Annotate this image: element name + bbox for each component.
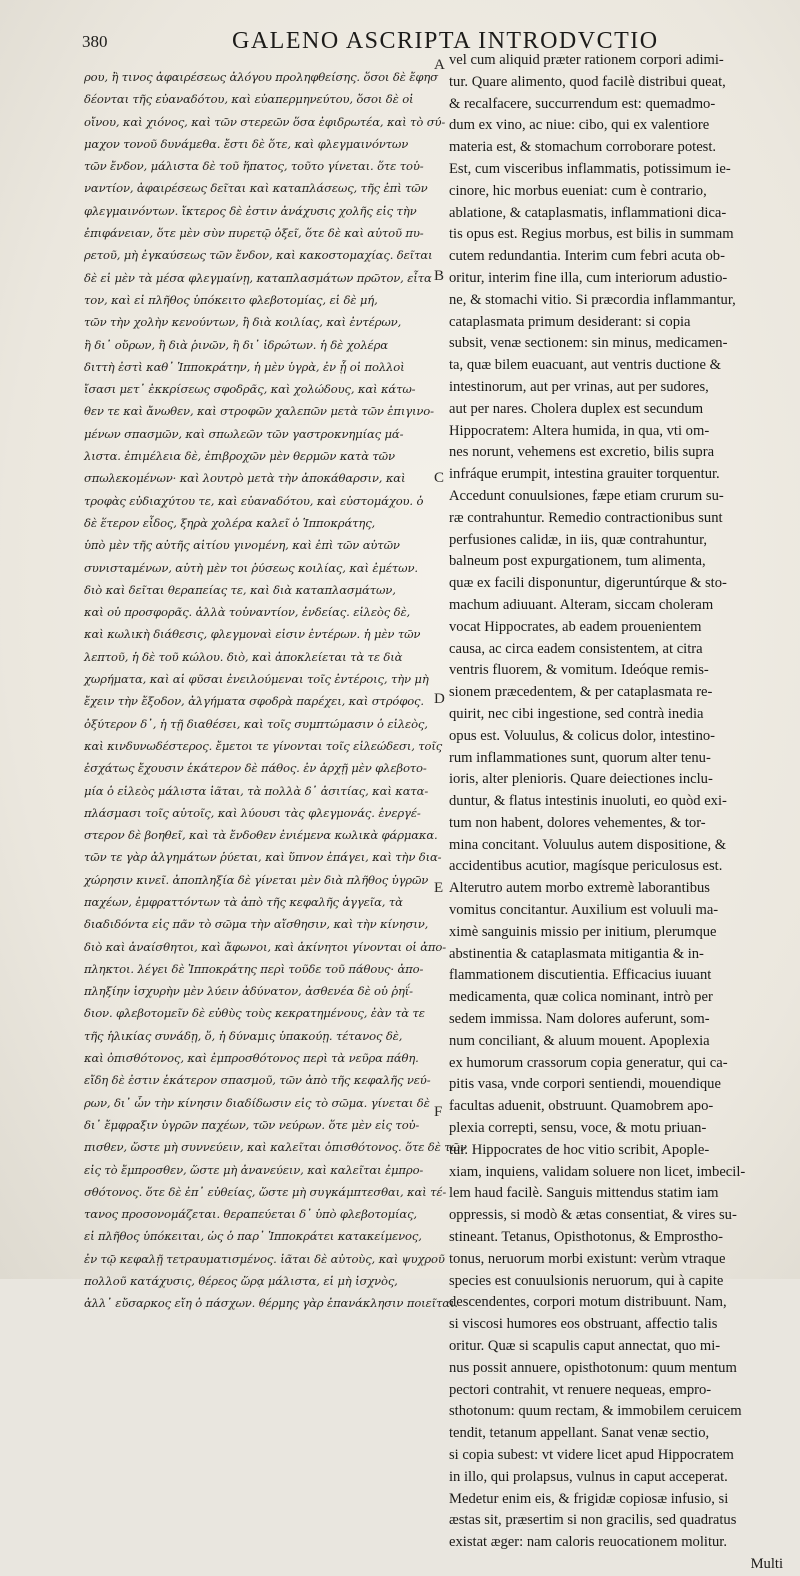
latin-text-line: oritur, interim fine illa, cum interiorum adustio- [449,269,728,286]
greek-text-line: χώρησιν κινεῖ. ἀποπληξία δὲ γίνεται μὲν διὰ πλῆθος ὑγρῶν [84,872,429,887]
greek-text-line: θεν τε καὶ ἄνωθεν, καὶ στροφῶν χαλεπῶν μετὰ τῶν ἐπιγινο- [84,404,434,419]
latin-text-line: tur. Quare alimento, quod facilè distribui queat, [449,73,726,90]
latin-text-line: tendit, tetanum appellant. Sanat venæ sectio, [449,1425,710,1442]
greek-text-line: σπωλεκομένων· καὶ λουτρὸ μετὰ τὴν ἀποκάθαρσιν, καὶ [84,471,406,486]
latin-text-line: opus est. Voluulus, & colicus dolor, intestino- [449,727,716,744]
greek-text-line: χωρήματα, καὶ αἱ φῦσαι ἐνειλούμεναι τοῖς ἐντέροις, τὴν μὴ [84,672,429,687]
latin-text-line: species est conuulsionis neruorum, qui à capite [449,1272,724,1289]
greek-text-line: μένων σπασμῶν, καὶ σπωλεῶν τῶν γαστροκνημίας μά- [84,426,404,441]
latin-text-line: vocat Hippocrates, ab eadem prouenientem [449,618,702,635]
latin-text-line: pectori contrahit, vt renuere nequeas, empro- [449,1381,712,1398]
margin-letter-f: F [434,1104,443,1120]
latin-text-line: plexia correpti, sensu, voce, & motu priuan- [449,1120,707,1137]
greek-text-line: δὲ εἰ μὲν τὰ μέσα φλεγμαίνῃ, καταπλασμάτων πρῶτον, εἶτα [84,270,432,285]
latin-text-line: causa, ac circa eadem consistentem, at citra [449,640,703,657]
latin-text-line: abstinentia & cataplasmata mitigantia & in- [449,945,704,962]
latin-text-line: quirit, nec cibi ingestione, sed contrà inedia [449,705,704,722]
greek-text-line: πλάσμασι τοῖς αὐτοῖς, καὶ λύουσι τὰς φλεγμονάς. ἐνεργέ- [84,805,421,820]
latin-text-line: facultas aduenit, obstruunt. Quamobrem apo- [449,1098,714,1115]
margin-letter-c: C [434,470,445,486]
latin-text-line: ræ contrahuntur. Remedio contractionibus sunt [449,509,723,526]
latin-text-line: ta, quæ bilem euacuant, aut ventris ductione & [449,357,721,374]
latin-text-line: in illo, qui prolapsus, vulnus in caput acceperat. [449,1468,728,1485]
greek-text-line: διὸ καὶ ἀναίσθητοι, καὶ ἄφωνοι, καὶ ἀκίνητοι γίνονται οἱ ἀπο- [84,939,446,954]
greek-text-line: ἴσασι μετ᾽ ἐκκρίσεως σφοδρᾶς, καὶ χολώδους, καὶ κάτω- [84,382,416,397]
greek-text-line: τῶν ἔνδον, μάλιστα δὲ τοῦ ἥπατος, τοῦτο γίνεται. ὅτε τοὐ- [84,159,424,174]
greek-text-line: παχέων, ἐμφραττόντων τὰ ἀπὸ τῆς κεφαλῆς ἀγγεῖα, τὰ [84,894,403,909]
greek-text-line: λεπτοῦ, ἡ δὲ τοῦ κώλου. διὸ, καὶ ἀποκλείεται τὰ τε διὰ [84,649,403,664]
greek-text-line: διον. φλεβοτομεῖν δὲ εὐθὺς τοὺς κεκρατημένους, ἐὰν τὰ τε [84,1006,425,1021]
greek-text-line: διττὴ ἐστὶ καθ᾽ Ἱπποκράτην, ἡ μὲν ὑγρὰ, ἐν ᾗ οἱ πολλοὶ [84,359,405,374]
latin-text-line: tonus, neruorum morbi existunt: verùm vtraque [449,1250,726,1267]
greek-text-line: πληκτοι. λέγει δὲ Ἱπποκράτης περὶ τοῦδε τοῦ πάθους· ἀπο- [84,961,424,976]
greek-text-line: τῶν τὴν χολὴν κενούντων, ἢ διὰ κοιλίας, καὶ ἐντέρων, [84,315,402,330]
latin-text-line: machum adiuuant. Alteram, siccam choleram [449,596,714,613]
greek-text-line: φλεγμαινόντων. ἴκτερος δὲ ἐστιν ἀνάχυσις χολῆς εἰς τὴν [84,203,417,218]
greek-text-line: τροφὰς εὐδιαχύτου τε, καὶ εὐαναδότου, καὶ εὐστομάχου. ὁ [84,493,424,508]
latin-text-line: ioris, alter plenioris. Quare deiectiones inclu- [449,771,713,788]
greek-text-line: καὶ ὀπισθότονος, καὶ ἐμπροσθότονος περὶ τὰ νεῦρα πάθη. [84,1051,419,1066]
latin-text-line: dum ex vino, ac niue: cibo, qui ex valentiore [449,117,710,134]
greek-text-line: ὑπὸ μὲν τῆς αὐτῆς αἰτίου γινομένη, καὶ ἐπὶ τῶν αὐτῶν [84,538,400,553]
page-number: 380 [82,32,108,51]
margin-letter-b: B [434,268,445,284]
latin-text-line: oritur. Quæ si scapulis caput annectat, quo mi- [449,1338,721,1355]
latin-text-line: Est, cum visceribus inflammatis, potissimum ie- [449,160,731,177]
greek-text-line: διαδιδόντα εἰς πᾶν τὸ σῶμα τὴν αἴσθησιν, καὶ τὴν κίνησιν, [84,917,429,932]
latin-text-line: aut per nares. Cholera duplex est secundum [449,400,704,417]
latin-text-line: ximè sanguinis missio per initium, plerumque [449,923,717,940]
greek-text-line: ρετοῦ, μὴ ἐγκαύσεως τῶν ἔνδον, καὶ κακοστομαχίας. δεῖται [84,248,433,263]
latin-text-line: pitis vasa, vnde corpori sentiendi, mouendique [449,1076,721,1093]
latin-text-line: oppressis, si modò & ætas consentiat, & vires su- [449,1207,737,1224]
greek-text-line: μαχον τονοῦ δυνάμεθα. ἔστι δὲ ὅτε, καὶ φλεγμαινόντων [84,136,409,151]
latin-text-line: xiam, inquiens, validam soluere non licet, imbecil- [449,1163,746,1180]
latin-text-line: nus possit annuere, opisthotonum: quum mentum [449,1359,737,1376]
latin-text-line: Hippocratem: Altera humida, in qua, vti om- [449,422,710,439]
greek-text-line: ἢ δι᾽ οὔρων, ἢ διὰ ῥινῶν, ἢ δι᾽ ἱδρώτων. ἡ δὲ χολέρα [84,337,388,352]
latin-text-line: cataplasmata primum desiderant: si copia [449,313,691,330]
greek-text-line: ἐν τῷ κεφαλῇ τετραυματισμένος. ἰᾶται δὲ αὐτοὺς, καὶ ψυχροῦ [84,1251,445,1266]
latin-text-line: mina concitant. Voluulus autem dispositione, & [449,836,727,853]
greek-text-line: δέονται τῆς εὐαναδότου, καὶ εὐαπερμηνεύτου, ὅσοι δὲ οἱ [84,92,414,107]
latin-text-line: vel cum aliquid præter rationem corpori adimi- [449,52,724,68]
running-title: GALENO ASCRIPTA INTRODVCTIO [232,28,659,54]
greek-text-line: μία ὁ εἰλεὸς μάλιστα ἰᾶται, τὰ πολλὰ δ᾽ ἀσιτίας, καὶ κατα- [84,783,429,798]
catchword: Multi [750,1555,783,1572]
latin-text-line: num conciliant, & aluum mouent. Apoplexia [449,1032,710,1049]
latin-text-line: intestinorum, aut per vrinas, aut per sudores, [449,378,709,395]
greek-text-line: λιστα. ἐπιμέλεια δὲ, ἐπιβροχῶν μὲν θερμῶν κατὰ τῶν [84,449,395,464]
latin-text-line: accidentibus acutior, magísque periculosus est. [449,858,723,875]
latin-text-line: ventris fluorem, & vomitum. Ideóque remis- [449,662,709,679]
greek-text-line: πισθεν, ὥστε μὴ συννεύειν, καὶ καλεῖται ὀπισθότονος. ὅτε δὲ τῶν [84,1140,467,1155]
greek-text-line: εἴδη δὲ ἐστιν ἑκάτερον σπασμοῦ, τῶν ἀπὸ τῆς κεφαλῆς νεύ- [84,1073,431,1088]
greek-text-line: καὶ οὐ προσφορᾶς. ἀλλὰ τοὐναντίον, ἐνδείας. εἰλεὸς δὲ, [84,605,411,620]
latin-text-line: nes norunt, vehemens est excretio, bilis supra [449,444,715,461]
greek-text-line: διὸ καὶ δεῖται θεραπείας τε, καὶ διὰ καταπλασμάτων, [84,582,396,597]
greek-text-line: ἐσχάτως ἔχουσιν ἑκάτερον δὲ πάθος. ἐν ἀρχῇ μὲν φλεβοτο- [84,761,427,776]
greek-text-line: ρων, δι᾽ ὧν τὴν κίνησιν διαδίδωσιν εἰς τὸ σῶμα. γίνεται δὲ [84,1095,430,1110]
latin-text-line: materia est, & stomachum corroborare potest. [449,139,717,156]
latin-text-line: sedem immissa. Nam dolores auferunt, som- [449,1011,710,1028]
latin-text-line: vomitus concitantur. Auxilium est voluuli ma- [449,902,719,919]
greek-text-line: ναντίον, ἀφαιρέσεως δεῖται καὶ καταπλάσεως, τῆς ἐπὶ τῶν [84,181,428,196]
latin-text-line: duntur, & flatus intestinis inuoluti, eo quòd exi- [449,793,727,810]
greek-text-line: καὶ κωλικὴ διάθεσις, φλεγμοναὶ εἰσιν ἐντέρων. ἡ μὲν τῶν [84,627,421,642]
latin-text-line: tum non habent, dolores vehementes, & tor- [449,814,706,831]
latin-text-line: perfusiones calidæ, in iis, quæ contrahuntur, [449,531,708,548]
greek-text-line: τῶν τε γὰρ ἀλγημάτων ῥύεται, καὶ ὕπνον ἐπάγει, καὶ τὴν δια- [84,850,442,865]
greek-text-line: πληξίην ἰσχυρὴν μὲν λύειν ἀδύνατον, ἀσθενέα δὲ οὐ ῥηΐ- [84,984,413,999]
latin-text-column [449,50,791,1572]
greek-text-line: τον, καὶ εἰ πλῆθος ὑπόκειτο φλεβοτομίας, εἰ δὲ μή, [84,292,378,307]
latin-text-line: rum inflammationes sunt, quorum alter tenu- [449,749,711,766]
greek-text-line: τανος προσονομάζεται. θεραπεύεται δ᾽ ὑπὸ φλεβοτομίας, [84,1207,417,1222]
latin-text-line: ne, & stomachi vitio. Si præcordia inflammantur, [449,291,736,308]
greek-text-line: σθότονος. ὅτε δὲ ἐπ᾽ εὐθείας, ὥστε μὴ συγκάμπτεσθαι, καὶ τέ- [84,1184,447,1199]
greek-text-line: ἔχειν τὴν ἔξοδον, ἀλγήματα σφοδρὰ παρέχει, καὶ στρόφος. [84,694,424,709]
latin-text-line: descendentes, corpori motum distribuunt. Nam, [449,1294,727,1311]
latin-text-line: ex humorum crassorum copia generatur, qui ca- [449,1054,728,1071]
latin-text-line: sthotonum: quum rectam, & immobilem ceruicem [449,1403,742,1420]
latin-text-line: quæ ex facili disponuntur, digeruntúrque & sto- [449,575,727,592]
greek-text-line: στερον δὲ βοηθεῖ, καὶ τὰ ἔνδοθεν ἐνιέμενα κωλικὰ φάρμακα. [84,828,438,843]
greek-text-line: δὲ ἕτερον εἶδος, ξηρὰ χολέρα καλεῖ ὁ Ἱπποκράτης, [84,515,376,530]
latin-text-line: balneum post expurgationem, tum alimenta, [449,553,706,570]
latin-text-line: Medetur enim eis, & frigidæ copiosæ infusio, si [449,1490,729,1507]
greek-text-line: εἰ πλῆθος ὑπόκειται, ὡς ὁ παρ᾽ Ἱπποκράτει κατακείμενος, [84,1229,422,1244]
greek-text-line: καὶ κινδυνωδέστερος. ἔμετοι τε γίνονται τοῖς εἰλεώδεσι, τοῖς [84,738,443,753]
greek-text-line: συνισταμένων, αὐτὴ μὲν τοι ῥύσεως κοιλίας, καὶ ἐμέτων. [84,560,418,575]
margin-letter-a: A [434,57,445,73]
margin-letter-e: E [434,880,444,896]
latin-text-line: infráque erumpit, intestina grauiter torquentur. [449,466,720,483]
greek-text-line: δι᾽ ἔμφραξιν ὑγρῶν παχέων, τῶν νεύρων. ὅτε μὲν εἰς τοὐ- [84,1117,420,1132]
latin-text-line: stineant. Tetanus, Opisthotonus, & Emprostho- [449,1229,723,1246]
latin-text-line: si viscosi humores eos obstruant, affectio talis [449,1316,718,1333]
margin-letter-d: D [434,691,445,707]
greek-text-line: εἰς τὸ ἔμπροσθεν, ὥστε μὴ ἀνανεύειν, καὶ καλεῖται ἐμπρο- [84,1162,424,1177]
greek-text-line: ρου, ἢ τινος ἀφαιρέσεως ἀλόγου προληφθείσης. ὅσοι δὲ ἔφησ [84,70,438,84]
latin-text-line: Accedunt conuulsiones, fæpe etiam crurum su- [449,487,724,504]
greek-text-line: ὀξύτερον δ᾽, ἡ τῇ διαθέσει, καὶ τοῖς συμπτώμασιν ὁ εἰλεὸς, [84,716,428,731]
latin-text-line: Alterutro autem morbo extremè laborantibus [449,880,710,897]
latin-text-line: existat æger: nam caloris reuocationem molitur. [449,1534,728,1551]
latin-text-line: flammationem discutientia. Efficacius iuuant [449,967,712,984]
greek-text-line: ἀλλ᾽ εὔσαρκος εἴη ὁ πάσχων. θέρμης γὰρ ἐπανάκλησιν ποιεῖται. [84,1296,458,1311]
latin-text-line: lem haud facilè. Sanguis mittendus statim iam [449,1185,719,1202]
greek-text-line: πολλοῦ κατάχυσις, θέρεος ὥρᾳ μάλιστα, εἰ μὴ ἰσχνὸς, [84,1274,398,1289]
latin-text-line: tis opus est. Regius morbus, est bilis in summam [449,226,734,243]
latin-text-line: & recalfacere, succurrendum est: quemadmo- [449,95,716,112]
latin-text-line: ablatione, & cataplasmatis, inflammationi dica- [449,204,727,221]
latin-text-line: sionem præcedentem, & per cataplasmata re- [449,684,713,701]
greek-text-line: ἐπιφάνειαν, ὅτε μὲν σὺν πυρετῷ ὀξεῖ, ὅτε δὲ καὶ αὐτοῦ πυ- [84,226,424,241]
greek-text-column [84,66,467,1311]
latin-text-line: medicamenta, quæ colica nominant, intrò per [449,989,713,1006]
latin-text-line: cutem redundantia. Interim cum febri acuta ob- [449,248,725,265]
latin-text-line: æstas sit, præsertim si non gracilis, sed quadratus [449,1512,737,1529]
latin-text-line: cinore, hic morbus eueniat: cum è contrario, [449,182,707,199]
latin-text-line: subsit, venæ sectionem: sin minus, medicamen- [449,335,728,352]
greek-text-line: οἴνου, καὶ χιόνος, καὶ τῶν στερεῶν ὅσα ἐφιδρωτέα, καὶ τὸ σύ- [84,114,446,129]
greek-text-line: τῆς ἡλικίας συνάδῃ, ὅ, ἡ δύναμις ὑπακούῃ. τέτανος δὲ, [84,1028,403,1043]
latin-text-line: si copia subest: vt videre licet apud Hippocratem [449,1447,734,1463]
latin-text-line: tur. Hippocrates de hoc vitio scribit, Apople- [449,1141,710,1158]
